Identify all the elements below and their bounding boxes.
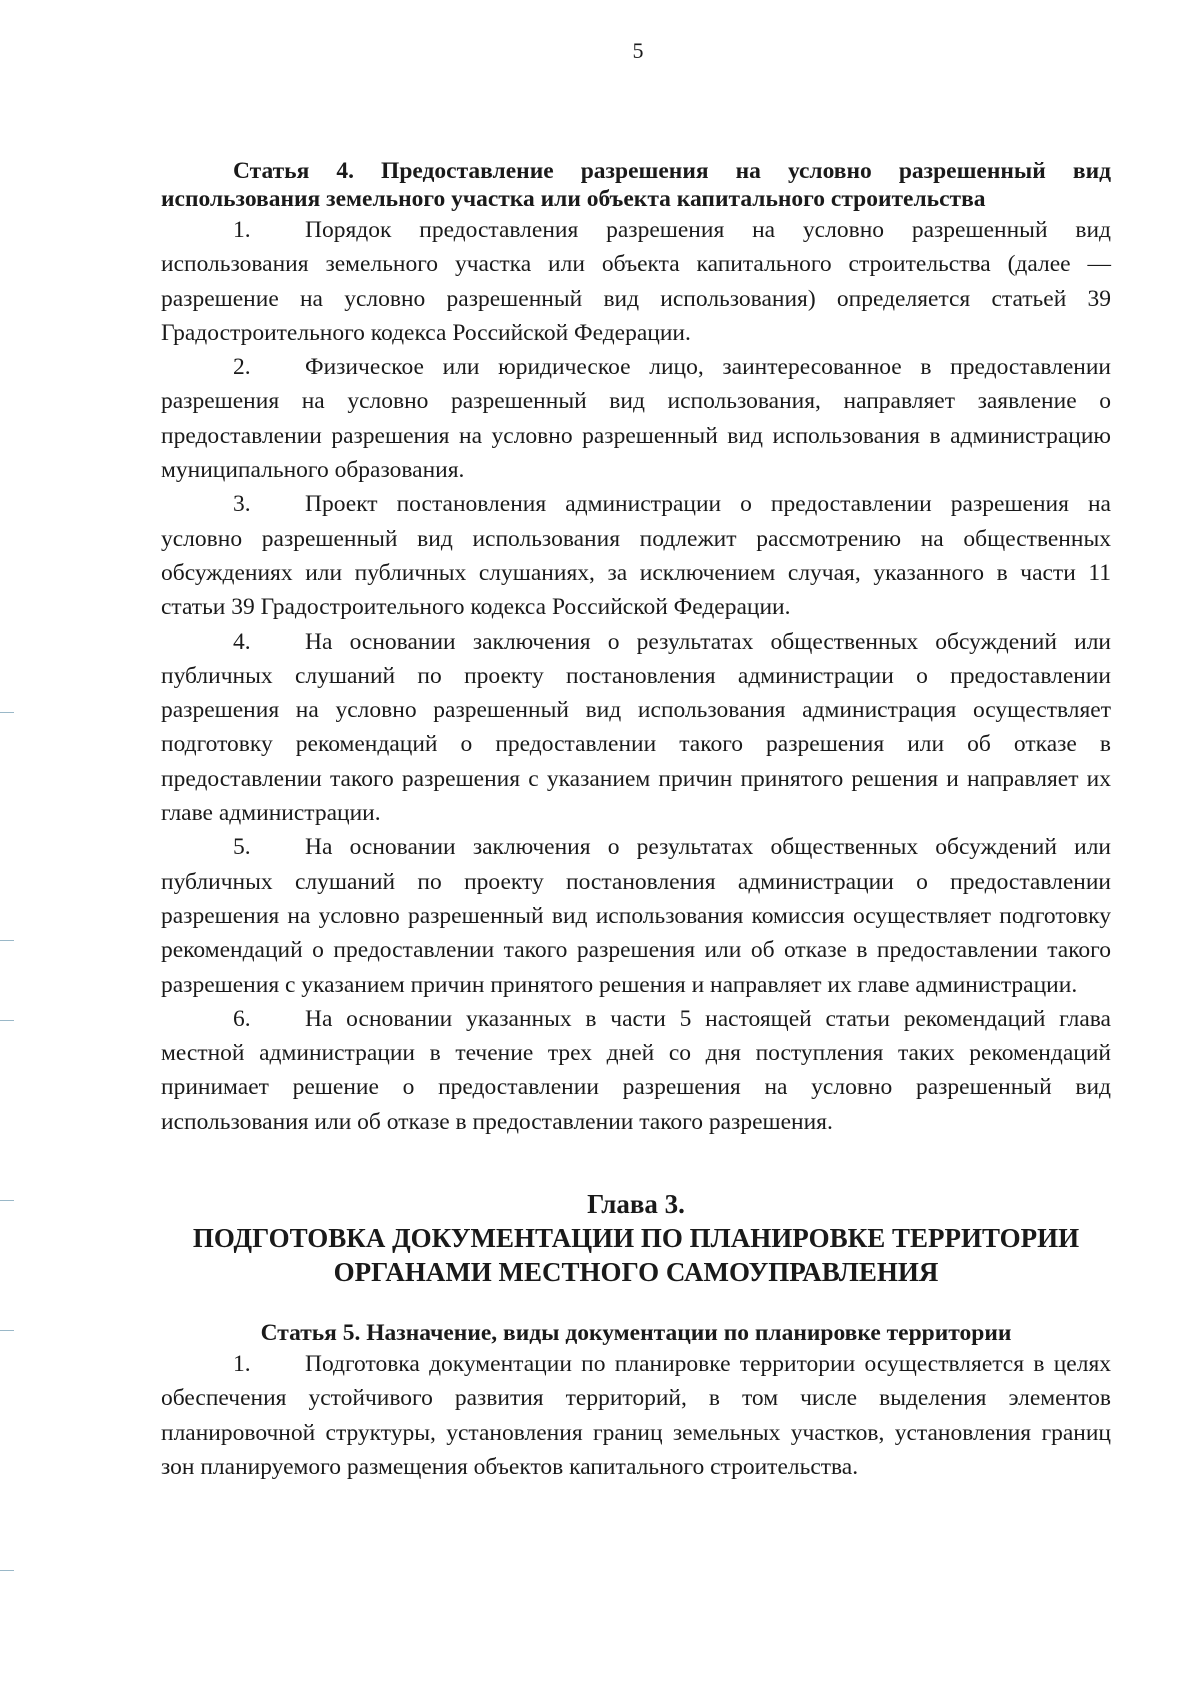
chapter-name-line-2: ОРГАНАМИ МЕСТНОГО САМОУПРАВЛЕНИЯ [333,1257,939,1288]
article-4-item-5 [161,830,1111,1001]
item-number: 4. [233,628,251,655]
item-text: На основании заключения о результатах общественных обсуждений или публичных слушаний по проекту постановления администрации о предоставлении разрешения на условно разрешенный вид использования администрация осуществляет подготовку рекомендаций о предоставлении такого разрешения или об отказе в предоставлении такого разрешения с указанием причин принятого решения и направляет их главе администрации. [161,628,1111,827]
scan-margin-mark [0,940,14,941]
article-4-item-2 [161,350,1111,487]
scan-margin-mark [0,1330,14,1331]
article-5 [161,1319,1111,1484]
item-text: Подготовка документации по планировке территории осуществляется в целях обеспечения устойчивого развития территорий, в том числе выделения элементов планировочной структуры, установления границ земельных участков, установления границ зон планируемого размещения объектов капитального строительства. [161,1351,1111,1480]
item-number: 6. [233,1005,251,1032]
article-5-heading: Статья 5. Назначение, виды документации по планировке территории [260,1320,1012,1347]
item-number: 5. [233,834,251,861]
item-text: На основании указанных в части 5 настоящей статьи рекомендаций глава местной администрации в течение трех дней со дня поступления таких рекомендаций принимает решение о предоставлении разрешения на условно разрешенный вид использования или об отказе в предоставлении такого разрешения. [161,1005,1111,1135]
scan-margin-mark [0,1570,14,1571]
item-text: Порядок предоставления разрешения на условно разрешенный вид использования земельного участка или объекта капитального строительства (далее — разрешение на условно разрешенный вид использования) определяется статьей 39 Градостроительного кодекса Российской Федерации. [161,217,1111,346]
article-4-item-4 [161,625,1111,831]
scan-margin-mark [0,712,14,713]
item-number: 1. [233,1351,251,1378]
item-text: На основании заключения о результатах общественных обсуждений или публичных слушаний по проекту постановления администрации о предоставлении разрешения на условно разрешенный вид использования комиссия осуществляет подготовку рекомендаций о предоставлении такого разрешения или об отказе в предоставлении такого разрешения с указанием причин принятого решения и направляет их главе администрации. [161,834,1111,998]
document-body [161,157,1111,1484]
chapter-name-line-1: ПОДГОТОВКА ДОКУМЕНТАЦИИ ПО ПЛАНИРОВКЕ ТЕРРИТОРИИ [192,1223,1080,1254]
article-5-item-1 [161,1347,1111,1484]
scan-margin-mark [0,1020,14,1021]
chapter-3-header [161,1187,1111,1289]
article-4-heading: Статья 4. Предоставление разрешения на условно разрешенный вид использования земельного участка или объекта капитального строительства [161,158,1111,212]
article-4-item-1 [161,213,1111,350]
scan-margin-mark [0,1200,14,1201]
item-number: 2. [233,354,251,381]
article-4-item-3 [161,487,1111,624]
item-number: 3. [233,491,251,518]
page-number: 5 [632,38,644,63]
article-4-item-6 [161,1002,1111,1139]
item-text: Физическое или юридическое лицо, заинтересованное в предоставлении разрешения на условно разрешенный вид использования, направляет заявление о предоставлении разрешения на условно разрешенный вид использования в администрацию муниципального образования. [161,354,1111,484]
chapter-title: Глава 3. [587,1189,685,1220]
item-text: Проект постановления администрации о предоставлении разрешения на условно разрешенный вид использования подлежит рассмотрению на общественных обсуждениях или публичных слушаниях, за исключением случая, указанного в части 11 статьи 39 Градостроительного кодекса Российской Федерации. [161,491,1111,621]
item-number: 1. [233,217,251,243]
